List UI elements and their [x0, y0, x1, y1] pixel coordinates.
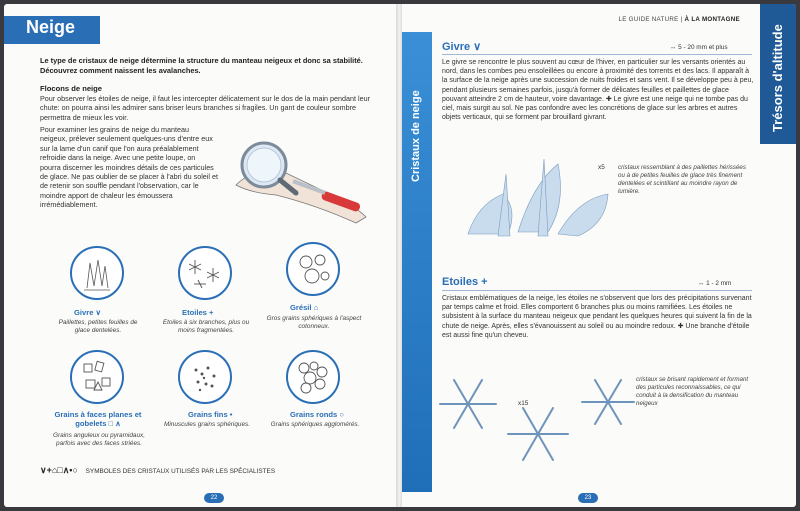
etoiles-text: Cristaux emblématiques de la neige, les étoiles ne s'observent que lors des précipitations survenant par temps calme et froid. Elles comportent 6 branches plus ou moins ramifiées. Les étoiles ne subsistent à la surface du manteau neigeux que pendant les quelques heures qui suivent la fin de la chute de neige. Après, elles s'évanouissent au soleil ou au moindre redoux. ✚ Une branche d'étoile est aussi fine qu'un cheveu.: [442, 295, 752, 339]
legend-text: SYMBOLES DES CRISTAUX UTILISÉS PAR LES SPÉCIALISTES: [85, 468, 276, 475]
givre-desc: Paillettes, petites feuilles de glace dentelées.: [58, 319, 138, 334]
running-head: LE GUIDE NATURE | À LA MONTAGNE: [618, 16, 740, 23]
grains-fins-label: Grains fins •: [188, 410, 233, 419]
intro-text: Le type de cristaux de neige détermine la structure du manteau neigeux et donc sa stabilité. Découvrez comment naissent les avalanches.: [40, 56, 363, 75]
etoiles-size: ↔ 1 - 2 mm: [698, 280, 732, 287]
etoiles-desc: Etoiles à six branches, plus ou moins fragmentées.: [162, 319, 250, 334]
etoiles-illustration: [428, 364, 648, 474]
paragraph-2: Pour examiner les grains de neige du manteau neigeux, prélever seulement quelques-uns d'entre eux sur la lame d'un canif que l'on aura préalablement refroidie dans la neige. Avec une petite loupe, on pourra discerner les moindres détails de ces particules de glace. Ne pas oublier de se placer à l'abri du soleil et de retenir son souffle pendant l'observation, car le moindre apport de chaleur les émoussera irrémédiablement.: [40, 125, 218, 210]
right-page: [402, 4, 796, 507]
gresil-circle: [286, 242, 340, 296]
etoiles-rule: [442, 290, 752, 291]
etoiles-circle: [178, 246, 232, 300]
paragraph-1: Pour observer les étoiles de neige, il faut les intercepter délicatement sur le dos de la main pendant leur chute: on pourra ainsi les admirer sans briser leurs branches si fragiles. Un gant de couleur sombre permettra de mieux les voir.: [40, 94, 371, 122]
etoiles-label: Etoiles +: [182, 308, 214, 317]
page-title: Neige: [26, 17, 76, 37]
grains-ronds-label: Grains ronds ○: [290, 410, 344, 419]
gresil-desc: Gros grains sphériques à l'aspect cotonneux.: [266, 315, 362, 330]
left-page: [4, 4, 398, 507]
grains-faces-planes-label: Grains à faces planes et gobelets □ ∧: [54, 410, 142, 428]
givre-title: Givre ∨: [442, 41, 482, 53]
givre-size: ↔ 5 - 20 mm et plus: [670, 44, 728, 51]
grains-fins-desc: Minuscules grains sphériques.: [164, 421, 250, 428]
grains-faces-planes-desc: Grains anguleux ou pyramidaux, parfois avec des faces striées.: [52, 432, 145, 447]
side-tab: [760, 4, 796, 144]
givre-text: Le givre se rencontre le plus souvent au cœur de l'hiver, en particulier sur les versants orientés au nord, dans les combes peu ensoleillées ou encore à proximité des torrents et des lacs. Il apparaît à la surface de la neige après une succession de nuits froides et sans vent. Il se développe peu à peu, pendant plusieurs semaines parfois, jusqu'à former de délicates feuilles et paillettes de glace pouvant atteindre 2 cm de hauteur, voire davantage. ✚ Le givre est une neige qui ne tombe pas du ciel, mais surgit au sol. Ne pas confondre avec les concrétions de glace sur les arbres et autres objets verticaux, qui se forment par brouillard givrant.: [442, 59, 754, 122]
page-number-left: 22: [204, 493, 224, 503]
grains-faces-planes-circle: [70, 350, 124, 404]
givre-circle: [70, 246, 124, 300]
grains-fins-circle: [178, 350, 232, 404]
etoiles-magnification: x15: [518, 400, 529, 407]
givre-label: Givre ∨: [74, 308, 102, 317]
subheading: Flocons de neige: [40, 84, 103, 93]
etoiles-title: Etoiles +: [442, 276, 488, 288]
givre-magnification: x5: [598, 164, 605, 171]
givre-rule: [442, 54, 752, 55]
page-number-right: 23: [578, 493, 598, 503]
givre-caption: cristaux ressemblant à des paillettes hérissées ou à de petites feuilles de glace très finement dentelées et scintillant au moindre rayon de lumière.: [618, 164, 746, 195]
etoiles-caption: cristaux se brisant rapidement et formant des particules reconnaissables, ce qui conduit à la densification du manteau neigeux: [636, 376, 749, 407]
grains-ronds-desc: Grains sphériques agglomérés.: [270, 421, 360, 428]
grains-ronds-circle: [286, 350, 340, 404]
side-tab-label: Trésors d'altitude: [770, 24, 785, 132]
section-band-label: Cristaux de neige: [410, 90, 422, 182]
symbols-legend: [40, 465, 275, 476]
legend-symbols: ∨+⌂□∧•○: [40, 465, 78, 475]
gresil-label: Grésil ⌂: [290, 303, 319, 312]
magnifier-illustration: [226, 135, 376, 225]
